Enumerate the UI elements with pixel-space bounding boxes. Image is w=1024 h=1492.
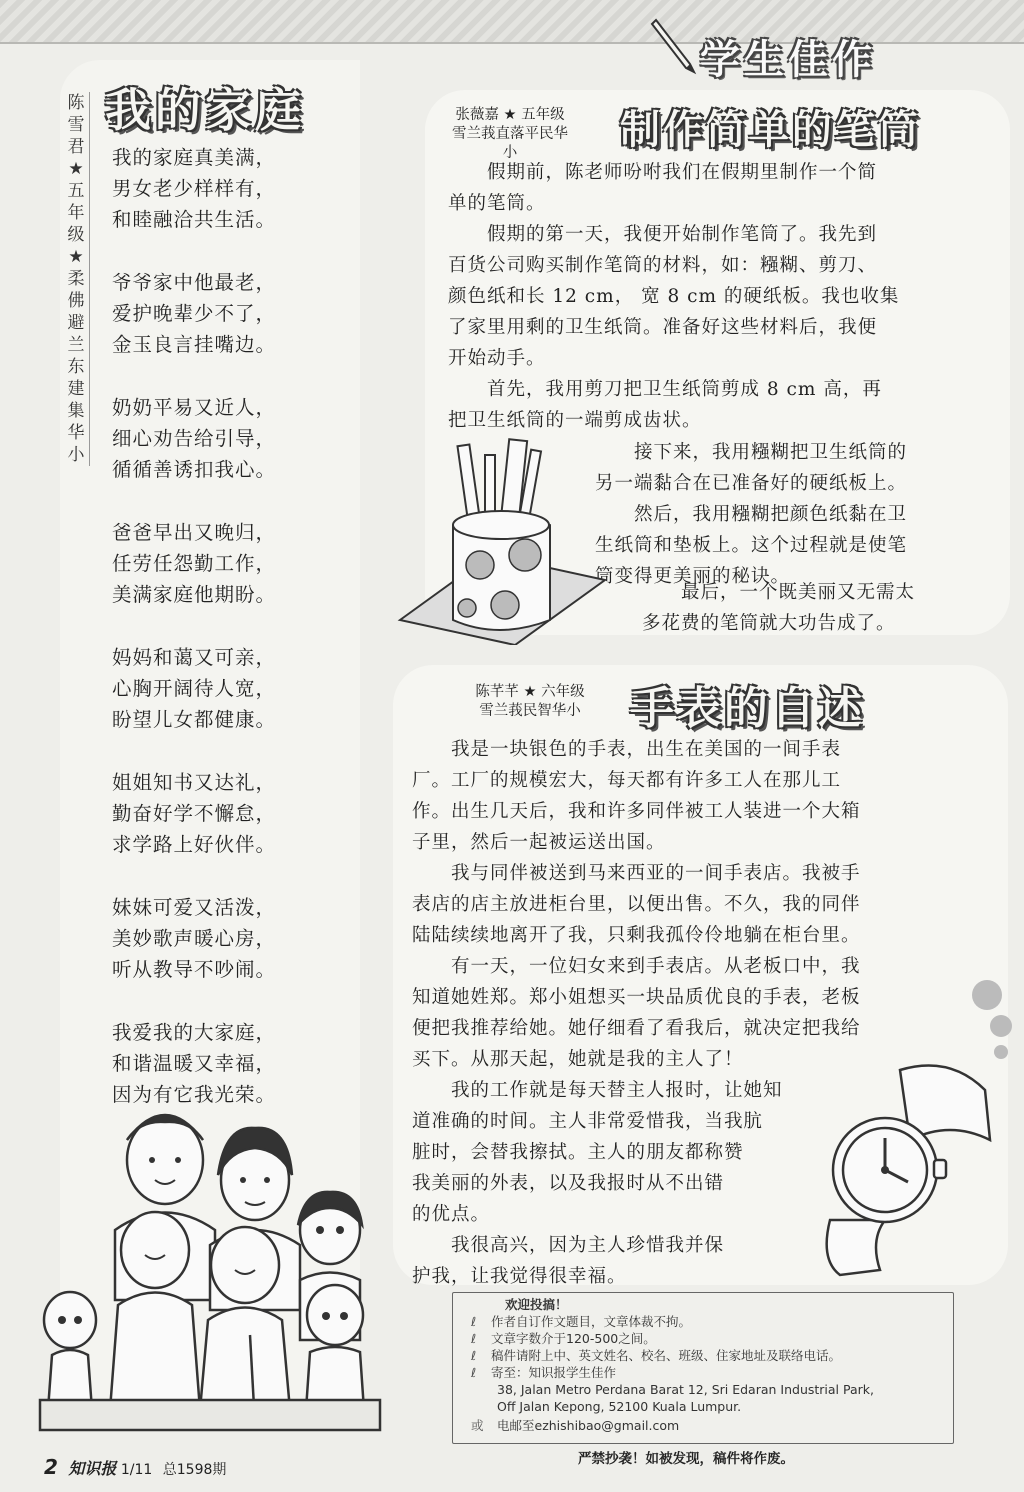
article1-body-end [642,577,915,639]
paragraph-line: 的优点。 [412,1204,491,1225]
poem-line: 勤奋好学不懈怠， [112,802,277,825]
paragraph-line: 我美丽的外表，以及我报时从不出错 [412,1173,725,1194]
author-char: 柔 [67,269,85,289]
article1-byline [445,106,575,163]
page-footer [44,1455,226,1479]
notice-item-text: 寄至：知识报学生佳作 [491,1365,617,1380]
author-char: 华 [67,423,85,443]
article2-body-wrap [412,1075,783,1292]
paragraph-line: 颜色纸和长 12 cm， 宽 8 cm 的硬纸板。我也收集 [448,286,900,307]
decor-bubble [990,1015,1012,1037]
article2-title: 手表的自述 [630,683,865,734]
poem-line: 美妙歌声暖心房， [112,927,277,950]
author-char: 佛 [67,291,85,311]
issue-date: 1/11 [120,1462,153,1478]
poem-line: 奶奶平易又近人， [112,396,277,419]
byline-school: 雪兰莪直落平民华小 [452,126,568,161]
paragraph-line: 生纸筒和垫板上。这个过程就是使笔 [595,535,908,556]
poem-line: 因为有它我光荣。 [112,1083,277,1106]
quill-icon: ℓ [471,1348,477,1363]
paragraph-line: 把卫生纸筒的一端剪成齿状。 [448,410,702,431]
paragraph-line: 了家里用剩的卫生纸筒。准备好这些材料后，我便 [448,317,878,338]
poem-line: 美满家庭他期盼。 [112,583,277,606]
author-char: 兰 [67,335,85,355]
author-char: 集 [67,401,85,421]
poem-stanza [112,267,362,360]
pencil-icon [650,16,700,76]
poem-line: 心胸开阔待人宽， [112,677,277,700]
issue-number: 总1598期 [162,1462,227,1478]
notice-item [453,1347,953,1364]
paragraph-line: 假期前，陈老师吩咐我们在假期里制作一个简 [448,162,878,183]
author-char: ★ [68,247,84,267]
paragraph-line: 首先，我用剪刀把卫生纸筒剪成 8 cm 高，再 [448,379,882,400]
author-char: 君 [67,137,85,157]
author-char: ★ [68,159,84,179]
poem-line: 我爱我的大家庭， [112,1021,277,1044]
wristwatch-illustration [800,1050,1000,1280]
author-char: 陈 [67,93,85,113]
poem-title: 我的家庭 [105,83,305,137]
paragraph-line: 道准确的时间。主人非常爱惜我，当我肮 [412,1111,764,1132]
poem-line: 男女老少样样有， [112,177,277,200]
author-char: 避 [67,313,85,333]
article2-body [412,734,861,1075]
poem-line: 爷爷家中他最老， [112,271,277,294]
poem-line: 我的家庭真美满， [112,146,277,169]
paragraph-line: 作。出生几天后，我和许多同伴被工人装进一个大箱 [412,801,861,822]
paragraph-line: 陆陆续续地离开了我，只剩我孤伶伶地躺在柜台里。 [412,925,861,946]
paragraph-line: 开始动手。 [448,348,546,369]
paragraph-line: 百货公司购买制作笔筒的材料，如：糨糊、剪刀、 [448,255,878,276]
paper-name: 知识报 [68,1459,117,1478]
notice-heading: 欢迎投搞！ [505,1297,568,1312]
poem-line: 盼望儿女都健康。 [112,708,277,731]
paragraph-line: 我是一块银色的手表，出生在美国的一间手表 [412,739,842,760]
paragraph-line: 护我，让我觉得很幸福。 [412,1266,627,1287]
article1-body-wrap [595,437,907,592]
byline-name: 陈芊芊 ★ 六年级 [475,684,585,700]
poem-author [63,92,90,466]
author-char: 东 [67,357,85,377]
paragraph-line: 接下来，我用糨糊把卫生纸筒的 [595,442,908,463]
page-number: 2 [44,1455,58,1479]
poem-line: 妹妹可爱又活泼， [112,896,277,919]
poem-line: 爱护晚辈少不了， [112,302,277,325]
quill-icon: ℓ [471,1331,477,1346]
notice-email-row [453,1417,953,1434]
paragraph-line: 另一端黏合在已准备好的硬纸板上。 [595,473,908,494]
poem-line: 细心劝告给引导， [112,427,277,450]
poem-line: 妈妈和蔼又可亲， [112,646,277,669]
author-char: 级 [67,225,85,245]
poem-line: 爸爸早出又晚归， [112,521,277,544]
pen-holder-illustration [395,430,610,645]
paragraph-line: 表店的店主放进柜台里，以便出售。不久，我的同伴 [412,894,861,915]
poem-line: 任劳任怨勤工作， [112,552,277,575]
paragraph-line: 筒变得更美丽的秘诀。 [595,566,791,587]
paragraph-line: 脏时，会替我擦拭。主人的朋友都称赞 [412,1142,744,1163]
article2-byline [465,683,595,721]
paragraph-line: 然后，我用糨糊把颜色纸黏在卫 [595,504,908,525]
decor-bubble [972,980,1002,1010]
poem-line: 和睦融洽共生活。 [112,208,277,231]
poem-stanza [112,142,362,235]
author-char: 五 [67,181,85,201]
poem-line: 姐姐知书又达礼， [112,771,277,794]
paragraph-line: 厂。工厂的规模宏大，每天都有许多工人在那儿工 [412,770,842,791]
plagiarism-warning: 严禁抄袭！如被发现，稿件将作废。 [578,1451,794,1467]
poem-line: 求学路上好伙伴。 [112,833,277,856]
notice-item [453,1313,953,1330]
paragraph-line: 我与同伴被送到马来西亚的一间手表店。我被手 [412,863,861,884]
paragraph-line: 子里，然后一起被运送出国。 [412,832,666,853]
notice-email[interactable]: 电邮至ezhishibao@gmail.com [497,1418,680,1433]
poem-stanza [112,892,362,985]
family-illustration [30,1080,390,1440]
poem-stanza [112,517,362,610]
notice-item-text: 稿件请附上中、英文姓名、校名、班级、住家地址及联络电话。 [491,1348,842,1363]
paragraph-line: 便把我推荐给她。她仔细看了看我后，就决定把我给 [412,1018,861,1039]
article1-title: 制作简单的笔筒 [620,106,921,153]
paragraph-line: 买下。从那天起，她就是我的主人了！ [412,1049,744,1070]
decor-bubble [994,1045,1008,1059]
address-line: Off Jalan Kepong, 52100 Kuala Lumpur. [497,1399,742,1414]
author-char: 小 [67,445,85,465]
article1-body [448,157,899,436]
poem-stanza [112,767,362,860]
notice-address [453,1398,953,1415]
section-tag: 学生佳作 [700,36,876,83]
notice-address [453,1381,953,1398]
poem-line: 金玉良言挂嘴边。 [112,333,277,356]
poem-line: 听从教导不吵闹。 [112,958,277,981]
poem-body [112,142,362,1142]
author-char: 年 [67,203,85,223]
submission-notice [452,1292,954,1444]
notice-item [453,1330,953,1347]
poem-stanza [112,392,362,485]
poem-line: 循循善诱扣我心。 [112,458,277,481]
author-char: 建 [67,379,85,399]
quill-icon: ℓ [471,1314,477,1329]
paragraph-line: 知道她姓郑。郑小姐想买一块品质优良的手表，老板 [412,987,861,1008]
notice-heading-row [453,1296,953,1313]
byline-school: 雪兰莪民智华小 [479,703,581,719]
notice-item-text: 作者自订作文题目，文章体裁不拘。 [491,1314,692,1329]
poem-stanza [112,642,362,735]
notice-item-text: 文章字数介于120-500之间。 [491,1331,656,1346]
byline-name: 张薇嘉 ★ 五年级 [455,107,565,123]
notice-item [453,1364,953,1381]
poem-line: 和谐温暖又幸福， [112,1052,277,1075]
paragraph-line: 最后，一个既美丽又无需太 [642,582,916,603]
paragraph-line: 假期的第一天，我便开始制作笔筒了。我先到 [448,224,878,245]
paragraph-line: 单的笔筒。 [448,193,546,214]
email-prefix: 或 [471,1418,484,1433]
paragraph-line: 有一天，一位妇女来到手表店。从老板口中，我 [412,956,861,977]
paragraph-line: 多花费的笔筒就大功告成了。 [642,613,896,634]
paragraph-line: 我的工作就是每天替主人报时，让她知 [412,1080,783,1101]
quill-icon: ℓ [471,1365,477,1380]
address-line: 38, Jalan Metro Perdana Barat 12, Sri Edaran Industrial Park, [497,1382,874,1397]
paragraph-line: 我很高兴，因为主人珍惜我并保 [412,1235,725,1256]
author-char: 雪 [67,115,85,135]
